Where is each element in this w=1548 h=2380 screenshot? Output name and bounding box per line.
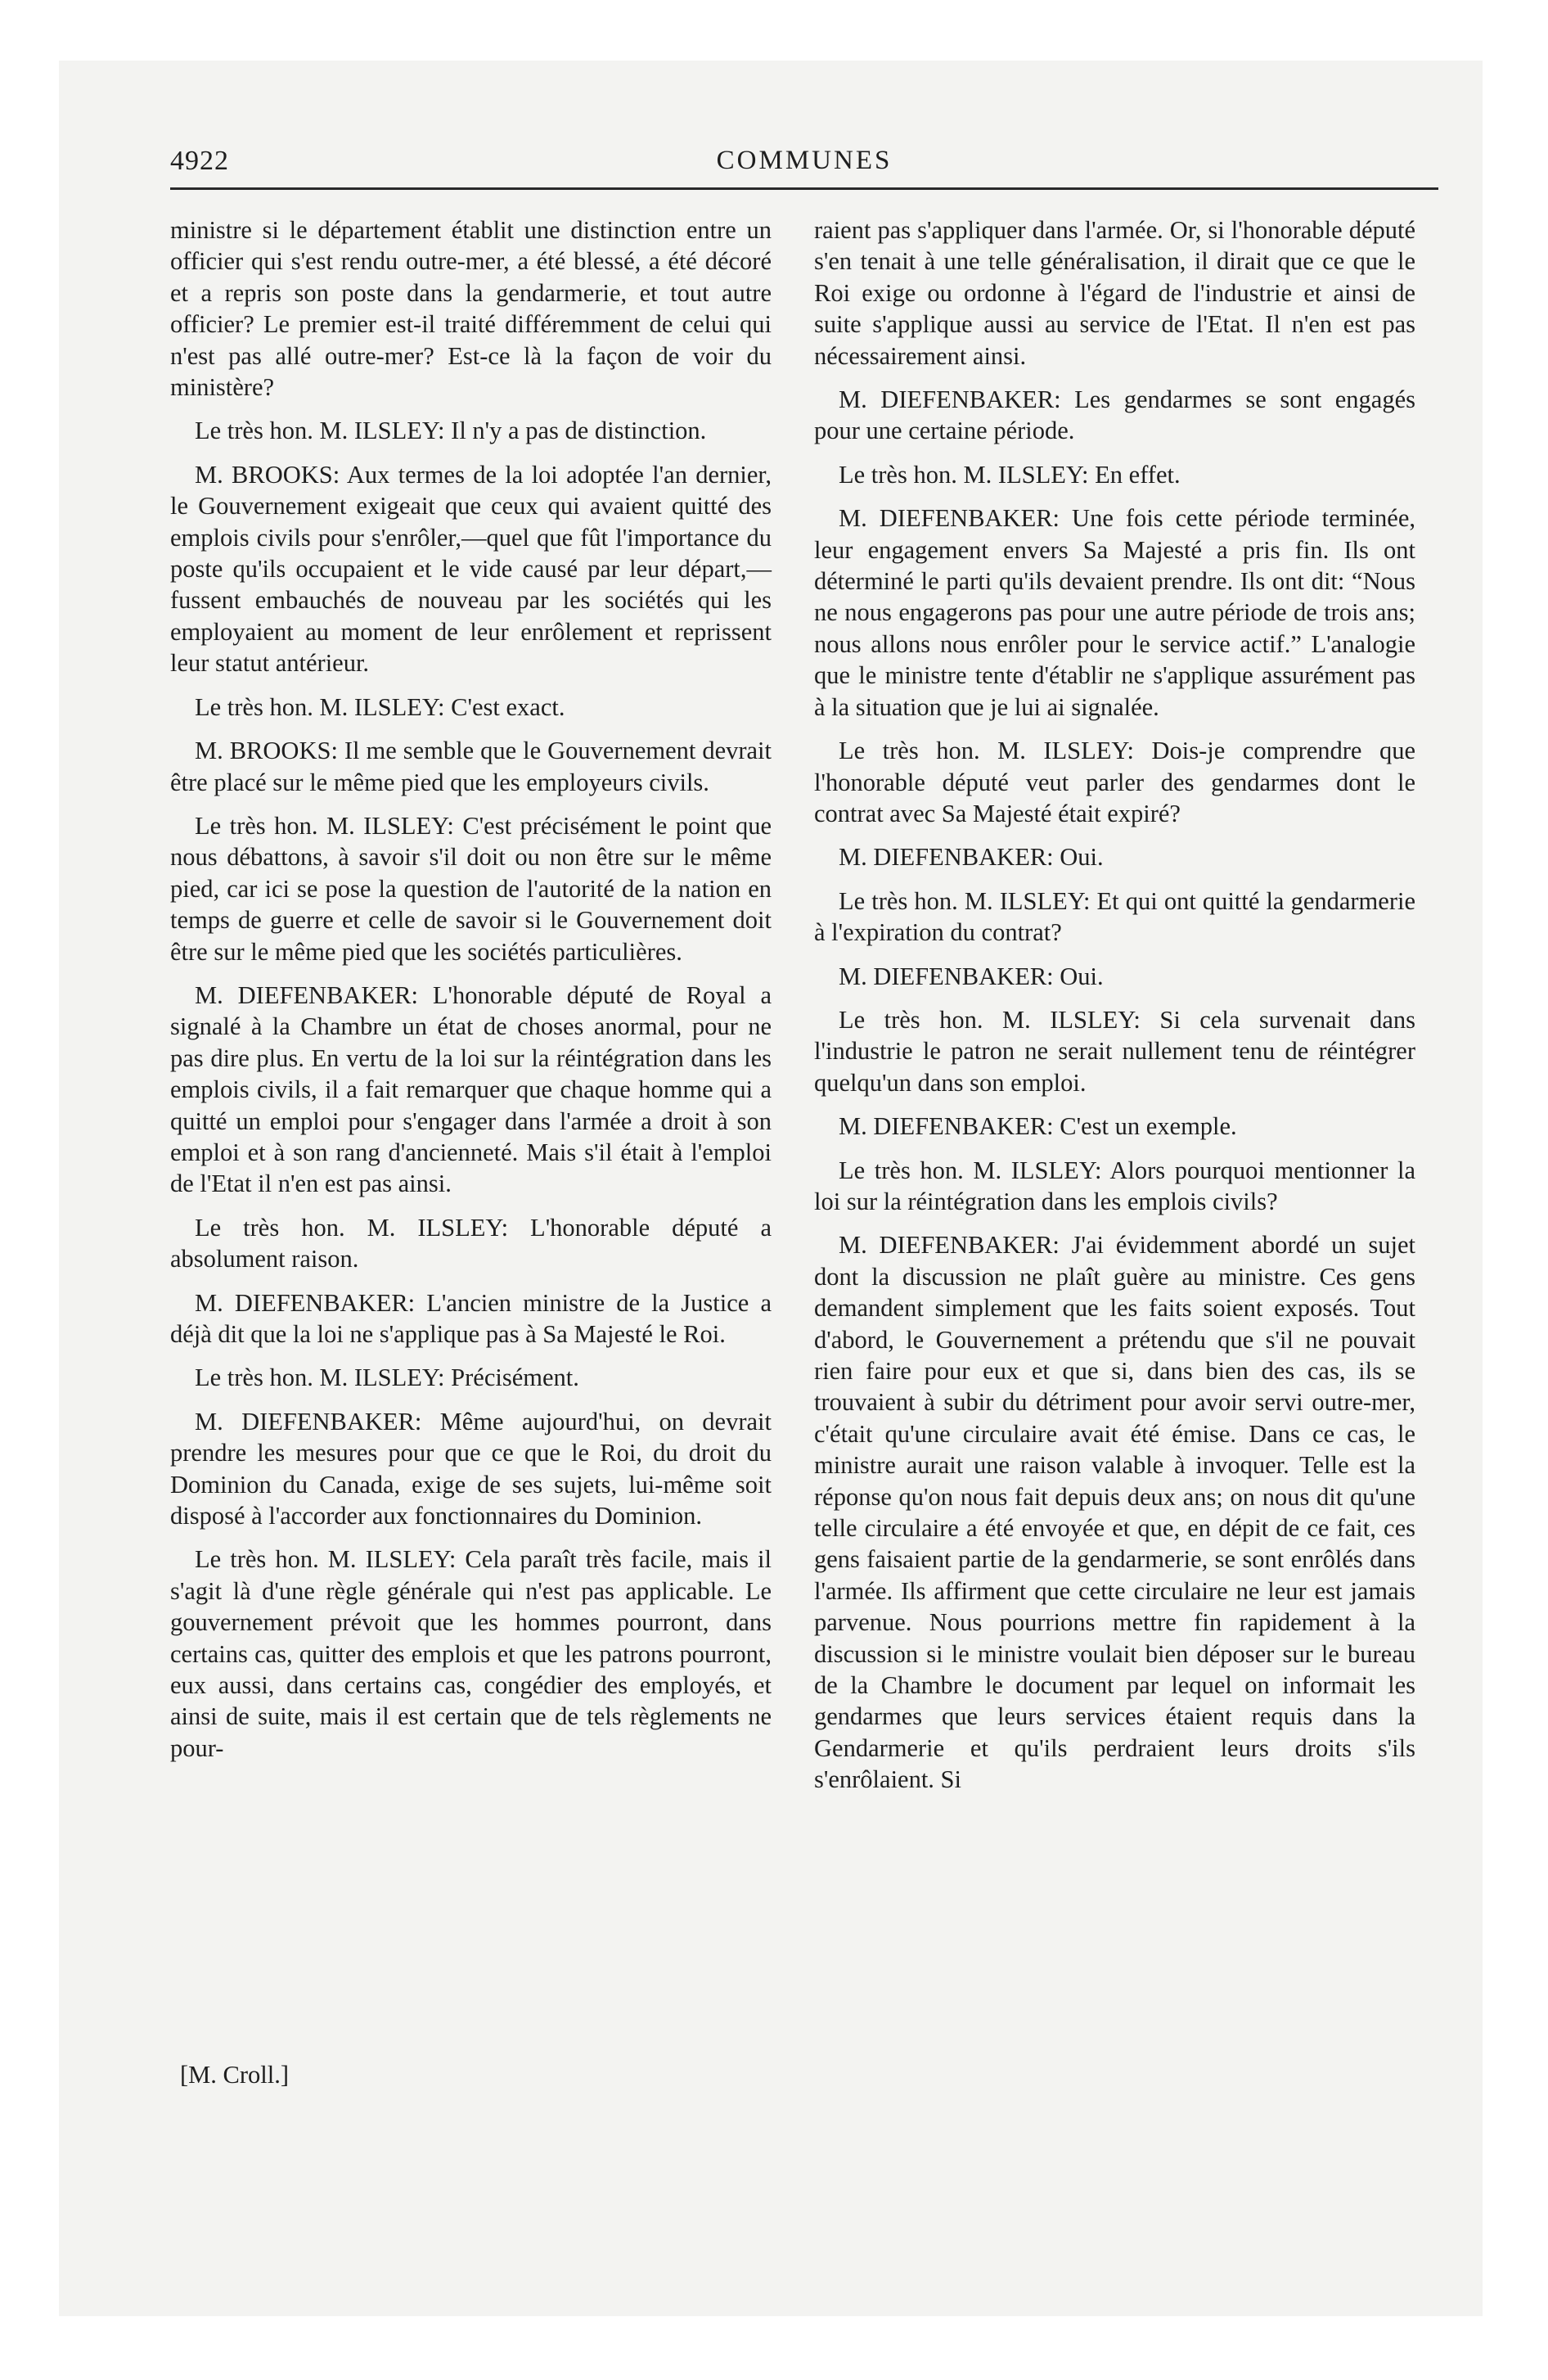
paragraph: M. DIEFENBAKER: L'honorable député de Royal a signalé à la Chambre un état de choses anormal, pour ne pas dire plus. En vertu de la loi sur la réintégration dans les emplois civils, il a fait remarquer que chaque homme qui a quitté un emploi pour s'engager dans l'armée a droit à son emploi et à son rang d'ancienneté. Mais s'il était à l'emploi de l'Etat il n'en est pas ainsi. bbox=[170, 980, 772, 1198]
paragraph: M. DIEFENBAKER: Oui. bbox=[839, 843, 1104, 872]
paragraph: M. DIEFENBAKER: Même aujourd'hui, on devrait prendre les mesures pour que ce que le Roi, du droit du Dominion du Canada, exige de ses sujets, lui-même soit disposé à l'accorder aux fonctionnaires du Dominion. bbox=[170, 1407, 772, 1530]
paragraph: raient pas s'appliquer dans l'armée. Or, si l'honorable député s'en tenait à une telle généralisation, il dirait que ce que le Roi exige ou ordonne à l'égard de l'industrie et ainsi de suite s'applique aussi au service de l'Etat. Il n'en est pas nécessairement ainsi. bbox=[814, 216, 1415, 370]
paragraph: M. DIEFENBAKER: Les gendarmes se sont engagés pour une certaine période. bbox=[814, 385, 1415, 445]
paragraph: M. DIEFENBAKER: J'ai évidemment abordé un sujet dont la discussion ne plaît guère au ministre. Ces gens demandent simplement que les faits soient exposés. Tout d'abord, le Gouvernement a prétendu que s'il ne pouvait rien faire pour eux et que si, dans bien des cas, ils se trouvaient à subir du détriment pour avoir servi outre-mer, c'était qu'une circulaire avait été émise. Dans ce cas, le ministre aurait une raison valable à invoquer. Telle est la réponse qu'on nous fait depuis deux ans; on nous dit qu'une telle circulaire a été envoyée et que, en dépit de ce fait, ces gens faisaient partie de la gendarmerie, se sont enrôlés dans l'armée. Ils affirment que cette circulaire ne leur est jamais parvenue. Nous pourrions mettre fin rapidement à la discussion si le ministre voulait bien déposer sur le bureau de la Chambre le document par lequel on informait les gendarmes que leurs services étaient requis dans la Gendarmerie et qu'ils perdraient leurs droits s'ils s'enrôlaient. Si bbox=[814, 1231, 1415, 1794]
paragraph: M. BROOKS: Aux termes de la loi adoptée l'an dernier, le Gouvernement exigeait que ceux qui avaient quitté des emplois civils pour s'enrôler,—quel que fût l'importance du poste qu'ils occupaient et le vide causé par leur départ,—fussent embauchés de nouveau par les sociétés qui les employaient au moment de leur enrôlement et reprissent leur statut antérieur. bbox=[170, 460, 772, 678]
page-header bbox=[170, 146, 1438, 187]
paragraph: ministre si le département établit une distinction entre un officier qui s'est rendu outre-mer, a été blessé, a été décoré et a repris son poste dans la gendarmerie, et tout autre officier? Le premier est-il traité différemment de celui qui n'est pas allé outre-mer? Est-ce là la façon de voir du ministère? bbox=[170, 216, 772, 402]
paragraph: M. DIEFENBAKER: C'est un exemple. bbox=[839, 1112, 1237, 1141]
paragraph: Le très hon. M. ILSLEY: L'honorable député a absolument raison. bbox=[170, 1213, 772, 1273]
paragraph: Le très hon. M. ILSLEY: Et qui ont quitté la gendarmerie à l'expiration du contrat? bbox=[814, 886, 1415, 947]
paragraph: Le très hon. M. ILSLEY: En effet. bbox=[839, 460, 1181, 489]
page-number: 4922 bbox=[170, 146, 229, 176]
running-head: COMMUNES bbox=[716, 146, 893, 175]
paragraph: Le très hon. M. ILSLEY: Alors pourquoi mentionner la loi sur la réintégration dans les emplois civils? bbox=[814, 1156, 1415, 1215]
paragraph: Le très hon. M. ILSLEY: Dois-je comprendre que l'honorable député veut parler des gendarmes dont le contrat avec Sa Majesté était expiré? bbox=[814, 737, 1415, 827]
header-rule bbox=[170, 187, 1438, 190]
paragraph: M. DIEFENBAKER: Une fois cette période terminée, leur engagement envers Sa Majesté a pris fin. Ils ont déterminé le parti qu'ils devaient prendre. Ils ont dit: “Nous ne nous engagerons pas pour une autre période de trois ans; nous allons nous enrôler pour le service actif.” L'analogie que le ministre tente d'établir ne s'applique assurément pas à la situation que je lui ai signalée. bbox=[814, 504, 1415, 721]
left-column bbox=[170, 214, 772, 1776]
paragraph: Le très hon. M. ILSLEY: Il n'y a pas de distinction. bbox=[195, 417, 707, 445]
paragraph: Le très hon. M. ILSLEY: Cela paraît très facile, mais il s'agit là d'une règle générale qui n'est pas applicable. Le gouvernement prévoit que les hommes pourront, dans certains cas, quitter des emplois et que les patrons pourront, eux aussi, dans certains cas, congédier des employés, et ainsi de suite, mais il est certain que de tels règlements ne pour- bbox=[170, 1545, 772, 1762]
right-column bbox=[814, 214, 1415, 1808]
paragraph: M. DIEFENBAKER: L'ancien ministre de la Justice a déjà dit que la loi ne s'applique pas à Sa Majesté le Roi. bbox=[170, 1288, 772, 1348]
speaker-signoff: [M. Croll.] bbox=[180, 2061, 290, 2089]
paragraph: M. BROOKS: Il me semble que le Gouvernement devrait être placé sur le même pied que les employeurs civils. bbox=[170, 737, 772, 796]
paragraph: M. DIEFENBAKER: Oui. bbox=[839, 962, 1104, 990]
paragraph: Le très hon. M. ILSLEY: Précisément. bbox=[195, 1364, 579, 1392]
paragraph: Le très hon. M. ILSLEY: C'est exact. bbox=[195, 692, 565, 721]
paragraph: Le très hon. M. ILSLEY: Si cela survenait dans l'industrie le patron ne serait nullement tenu de réintégrer quelqu'un dans son emploi. bbox=[814, 1005, 1415, 1097]
paragraph: Le très hon. M. ILSLEY: C'est précisément le point que nous débattons, à savoir s'il doit ou non être sur le même pied, car ici se pose la question de l'autorité de la nation en temps de guerre et celle de savoir si le Gouvernement doit être sur le même pied que les sociétés particulières. bbox=[170, 811, 772, 966]
